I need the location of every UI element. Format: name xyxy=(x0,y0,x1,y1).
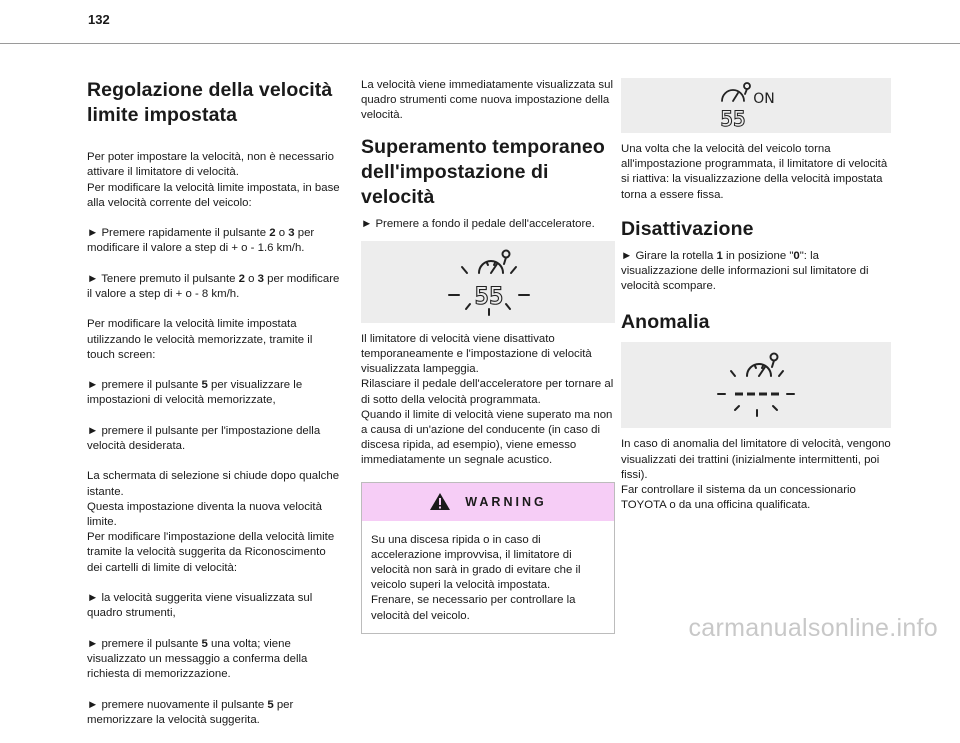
reactivation-text: Una volta che la velocità del veicolo torna all'impostazione programmata, il limitatore di velocità si riattiva: la visualizzazione della velocità impostata torna a essere fissa. xyxy=(621,143,888,201)
speed-limiter-fault-illustration xyxy=(621,342,891,428)
section-title-adjust-limit: Regolazione della velocità limite impostata xyxy=(87,79,333,126)
flashing-speed-value: 55 xyxy=(474,281,504,310)
set-speed-value: 55 xyxy=(720,106,746,131)
warning-text: Su una discesa ripida o in caso di accelerazione improvvisa, il limitatore di velocità non sarà in grado di evitare che il veicolo superi la velocità impostata. Frenare, se necessario per controllare la velocità del veicolo. xyxy=(371,533,581,622)
adjust-limit-text xyxy=(87,135,343,743)
step-item: ► la velocità suggerita viene visualizzata sul quadro strumenti, xyxy=(87,592,313,620)
section-title-fault: Anomalia xyxy=(621,311,710,334)
fault-text: In caso di anomalia del limitatore di velocità, vengono visualizzati dei trattini (inizialmente intermittenti, poi fissi). Far controllare il sistema da un concessionario TOYOTA o da una officina qualificata. xyxy=(621,438,891,512)
paragraph: Per modificare la velocità limite impostata utilizzando le velocità memorizzate, tramite il touch screen: xyxy=(87,318,313,361)
watermark: carmanualsonline.info xyxy=(688,614,938,642)
paragraph: Per poter impostare la velocità, non è necessario attivare il limitatore di velocità. Per modificare la velocità limite impostata, in base alla velocità corrente del veicolo: xyxy=(87,151,340,209)
override-explanation: Il limitatore di velocità viene disattivato temporaneamente e l'impostazione di velocità visualizzata lampeggia. Rilasciare il pedale dell'acceleratore per tornare al di sotto della velocità programmata. Quando il limite di velocità viene superato ma non a causa di un'azione del conducente (in caso di discesa ripida, ad esempio), viene emesso immediatamente un segnale acustico. xyxy=(361,332,614,467)
speedometer-fault-icon xyxy=(711,350,801,420)
speed-limiter-flashing-illustration xyxy=(361,241,615,323)
warning-triangle-icon xyxy=(429,492,451,511)
column-left xyxy=(87,78,343,743)
header-rule xyxy=(0,43,960,44)
step-item: ► premere il pulsante 5 una volta; viene visualizzato un messaggio a conferma della richiesta di memorizzazione. xyxy=(87,637,308,681)
step-item: ► Tenere premuto il pulsante 2 o 3 per modificare il valore a step di + o - 8 km/h. xyxy=(87,272,340,301)
deactivation-text: ► Girare la rotella 1 in posizione "0": la visualizzazione delle informazioni sul limitatore di velocità scompare. xyxy=(621,249,869,293)
warning-title: WARNING xyxy=(465,494,547,509)
speed-limiter-on-illustration xyxy=(621,78,891,133)
step-item: ► premere il pulsante per l'impostazione della velocità desiderata. xyxy=(87,424,321,453)
intro-text: La velocità viene immediatamente visualizzata sul quadro strumenti come nuova impostazione della velocità. xyxy=(361,79,613,122)
step-item: ► Premere a fondo il pedale dell'acceleratore. xyxy=(361,217,595,230)
column-right xyxy=(621,78,891,513)
step-item: ► Premere rapidamente il pulsante 2 o 3 per modificare il valore a step di + o - 1.6 km/h. xyxy=(87,227,315,255)
speedometer-on-icon xyxy=(716,81,796,131)
warning-box xyxy=(361,482,615,634)
page-number: 132 xyxy=(88,12,110,27)
warning-header xyxy=(362,483,614,521)
step-item: ► premere nuovamente il pulsante 5 per memorizzare la velocità suggerita. xyxy=(87,698,294,726)
step-item: ► premere il pulsante 5 per visualizzare le impostazioni di velocità memorizzate, xyxy=(87,379,303,407)
on-label: ON xyxy=(753,90,775,107)
speedometer-flashing-icon xyxy=(443,247,533,317)
paragraph: La schermata di selezione si chiude dopo qualche istante. Questa impostazione diventa la nuova velocità limite. Per modificare l'impostazione della velocità limite tramite la velocità suggerita da Riconoscimento dei cartelli di limite di velocità: xyxy=(87,470,340,574)
section-title-deactivation: Disattivazione xyxy=(621,217,754,240)
column-middle xyxy=(361,78,615,634)
section-title-override: Superamento temporaneo dell'impostazione di velocità xyxy=(361,135,605,208)
